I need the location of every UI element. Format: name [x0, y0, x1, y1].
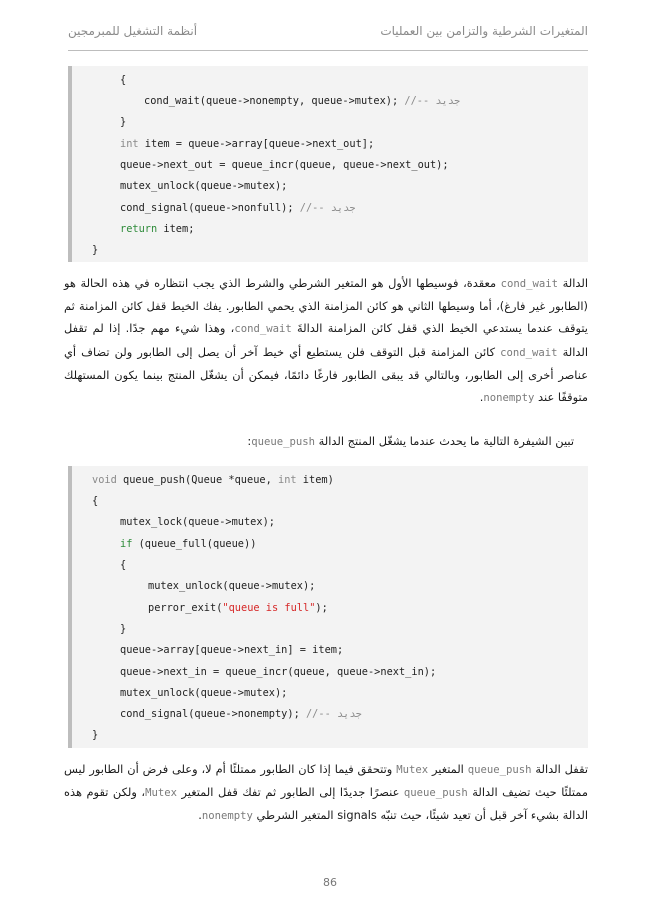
code-text: }	[120, 116, 127, 128]
code-line	[92, 495, 98, 507]
text-run: ، وهذا شيء مهم جدًا. إذا لم تقفل الدالة	[64, 321, 588, 359]
code-keyword: if	[120, 538, 133, 550]
code-text: }	[92, 729, 99, 741]
code-type: int	[278, 474, 297, 486]
text-run: كائن المزامنة قبل التوقف فلن يستطيع أي خيط آخر أن يصل إلى الطابور ولن تضاف أي عناصر أخرى إلى الطابور، وبالتالي قد يبقى الطابور فارغًا دائمًا، فيمكن أن يشغّل المنتج بينما يكون المستهلك متوقفًا عند	[64, 344, 588, 405]
code-type: void	[92, 474, 117, 486]
code-text: mutex_unlock(queue->mutex);	[148, 580, 316, 592]
code-line	[120, 708, 362, 720]
code-text: queue_push(Queue *queue,	[116, 474, 278, 486]
code-comment: //-- جديد	[305, 708, 362, 720]
code-line	[148, 580, 315, 592]
inline-code: Mutex	[396, 764, 429, 776]
text-run: :	[247, 434, 252, 448]
text-run: وتتحقق فيما إذا كان الطابور ممتلئًا أم لا، وعلى فرض أن الطابور ليس ممتلئًا حيث تضيف الدالة	[64, 762, 588, 800]
text-run: ، ولكن تقوم هذه الدالة بشيء آخر قبل أن تعيد شيئًا، حيث تنبّه signals المتغير الشرطي	[64, 785, 588, 823]
code-type: int	[120, 138, 139, 150]
inline-code: cond_wait	[500, 346, 558, 359]
inline-code: cond_wait	[234, 323, 292, 336]
text-run: .	[198, 808, 202, 823]
body-paragraph	[64, 758, 588, 828]
code-text: cond_signal(queue->nonempty);	[120, 708, 306, 720]
inline-code: nonempty	[201, 810, 253, 823]
code-text: (queue_full(queue))	[132, 538, 257, 550]
inline-code: nonempty	[483, 392, 535, 405]
text-run: المتغير	[428, 762, 468, 776]
code-line	[120, 223, 194, 235]
code-line	[120, 159, 449, 171]
code-text: item;	[157, 223, 195, 235]
code-line	[92, 474, 334, 486]
code-text: {	[120, 74, 127, 86]
code-text: perror_exit(	[148, 602, 223, 614]
body-paragraph	[64, 272, 588, 409]
inline-code: queue_push	[403, 787, 468, 800]
chapter-title: المتغيرات الشرطية والتزامن بين العمليات	[380, 24, 588, 38]
code-line	[120, 516, 275, 528]
code-text: item)	[296, 474, 334, 486]
code-string: "queue is full"	[222, 602, 316, 614]
code-text: queue->next_in = queue_incr(queue, queue->next_in);	[120, 666, 437, 678]
code-block-queue-push	[68, 466, 588, 748]
code-text: queue->next_out = queue_incr(queue, queue->next_out);	[120, 159, 449, 171]
code-line	[120, 538, 256, 550]
code-text: mutex_unlock(queue->mutex);	[120, 180, 288, 192]
page-header	[68, 22, 588, 51]
code-line	[120, 74, 126, 86]
inline-code: cond_wait	[500, 278, 559, 290]
code-text: {	[120, 559, 127, 571]
intro-paragraph	[64, 430, 588, 453]
text-run: تقفل الدالة	[531, 762, 588, 776]
code-line	[92, 729, 98, 741]
code-text: {	[92, 495, 99, 507]
code-line	[120, 202, 356, 214]
code-line	[120, 180, 287, 192]
code-text: queue->array[queue->next_in] = item;	[120, 644, 344, 656]
code-comment: //-- جديد	[404, 95, 461, 107]
code-line	[148, 602, 328, 614]
inline-code: queue_push	[251, 436, 316, 448]
code-comment: //-- جديد	[299, 202, 356, 214]
code-text: cond_signal(queue->nonfull);	[120, 202, 300, 214]
text-run: عنصرًا جديدًا إلى الطابور ثم تفك قفل المتغير	[176, 785, 404, 800]
code-text: }	[120, 623, 127, 635]
code-line	[120, 138, 374, 150]
code-line	[92, 244, 98, 256]
code-line	[120, 559, 126, 571]
code-text: );	[315, 602, 328, 614]
code-line	[120, 623, 126, 635]
code-text: mutex_lock(queue->mutex);	[120, 516, 275, 528]
code-text: mutex_unlock(queue->mutex);	[120, 687, 288, 699]
text-run: تبين الشيفرة التالية ما يحدث عندما يشغّل المنتج الدالة	[315, 434, 574, 448]
text-run: الدالة	[558, 276, 589, 290]
text-run: معقدة، فوسيطها الأول هو المتغير الشرطي والشرط الذي يجب انتظاره في هذه الحالة هو (الطابور غير فارغ)، أما وسيطها الثاني هو كائن المزامنة الذي يحمي الطابور. يفك الخيط قفل كائن المزامنة ثم يتوقف عندما يستدعي الخيط الذي قفل كائن المزامنة الدالةَ	[64, 276, 588, 336]
code-line	[120, 116, 126, 128]
inline-code: queue_push	[467, 764, 532, 776]
code-line	[144, 95, 460, 107]
code-text: item = queue->array[queue->next_out];	[138, 138, 375, 150]
inline-code: Mutex	[145, 787, 177, 800]
text-run: .	[479, 390, 484, 405]
code-line	[120, 687, 287, 699]
code-text: }	[92, 244, 99, 256]
code-text: cond_wait(queue->nonempty, queue->mutex);	[144, 95, 405, 107]
code-line	[120, 644, 343, 656]
code-block-consumer	[68, 66, 588, 262]
page-number: 86	[323, 876, 337, 889]
book-title: أنظمة التشغيل للمبرمجين	[68, 24, 198, 38]
code-line	[120, 666, 436, 678]
code-keyword: return	[120, 223, 158, 235]
